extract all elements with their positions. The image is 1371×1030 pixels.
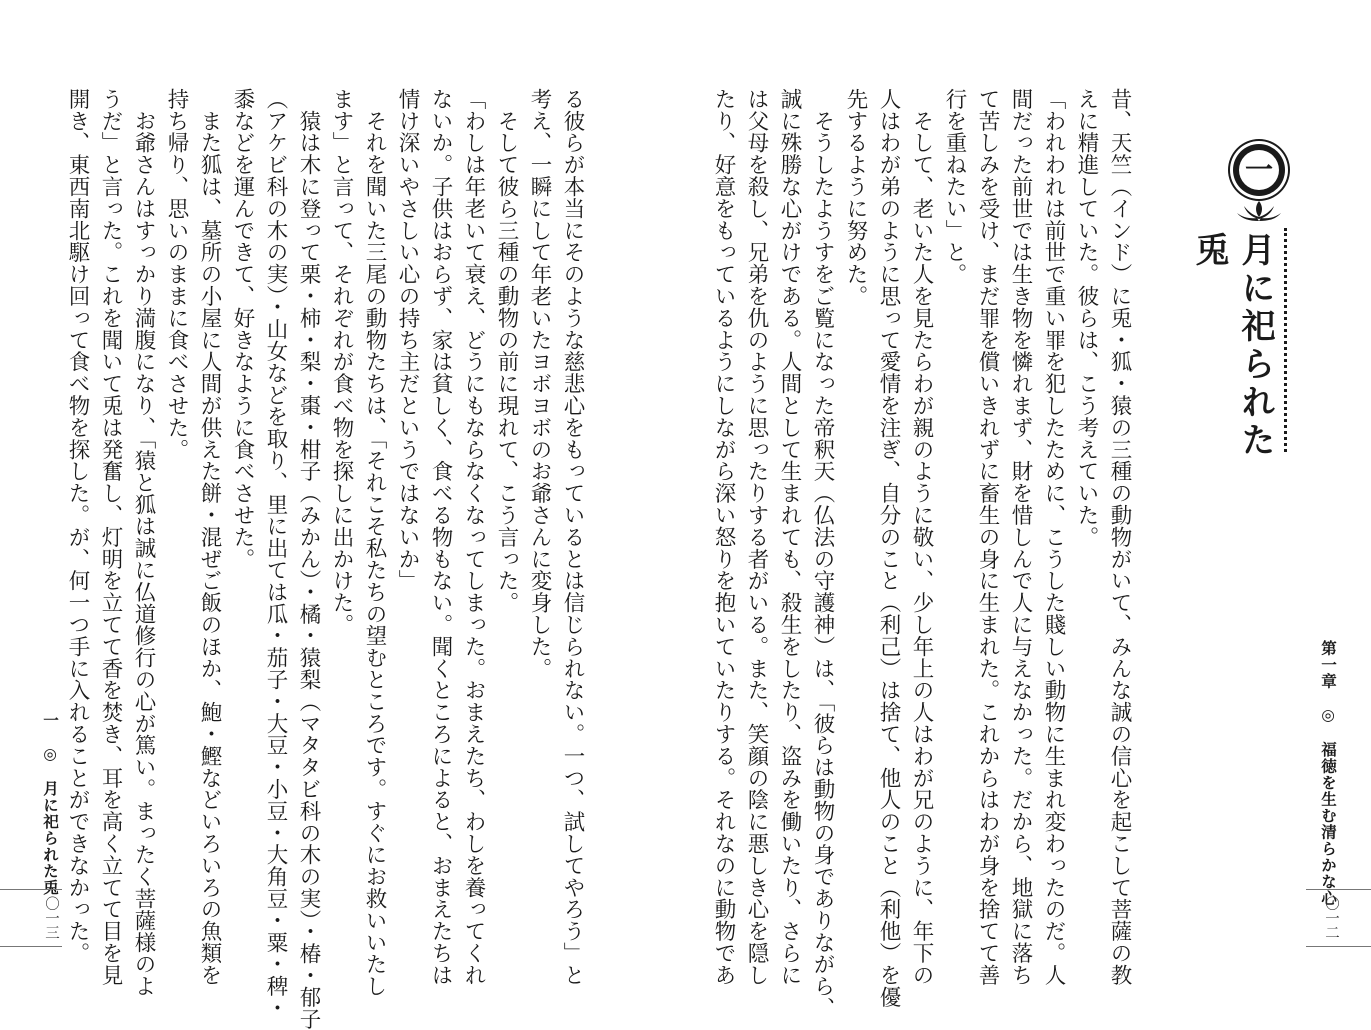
running-head-left: 一 ◎ 月に祀られた兎: [41, 712, 59, 896]
text-column: そして彼ら三種の動物の前に現れて、こう言った。: [494, 88, 519, 614]
text-column: たり、好意をもっているようにしながら深い怒りを抱いていたりする。それなのに動物であ: [711, 88, 736, 986]
text-column: そうしたようすをご覧になった帝釈天（仏法の守護神）は、「彼らは動物の身でありながら、: [810, 88, 835, 1019]
text-column: 誠に殊勝な心がけである。人間として生まれても、殺生をしたり、盗みを働いたり、さらに: [777, 88, 802, 986]
right-page: [686, 0, 1371, 1019]
text-column: お爺さんはすっかり満腹になり、「猿と狐は誠に仏道修行の心が篤い。まったく菩薩様のよ: [131, 88, 156, 998]
text-column: また狐は、墓所の小屋に人間が供えた餅・混ぜご飯のほか、鮑・鰹などいろいろの魚類を: [197, 88, 222, 986]
text-column: 考え、一瞬にして年老いたヨボヨボのお爺さんに変身した。: [527, 88, 552, 680]
folio-rule: [0, 889, 62, 890]
left-page: [0, 0, 685, 1030]
text-column: 昔、天竺（インド）に兎・狐・猿の三種の動物がいて、みんな誠の信心を起こして菩薩の教: [1107, 88, 1132, 986]
right-body-text: [711, 88, 1136, 1019]
text-column: 間だった前世では生き物を憐れまず、財を惜しんで人に与えなかった。だから、地獄に落ち: [1008, 88, 1033, 986]
chapter-number-badge: [1233, 144, 1285, 196]
text-column: ないか。子供はおらず、家は貧しく、食べる物もない。聞くところによると、おまえたちは: [428, 88, 453, 986]
text-column: 開き、東西南北駆け回って食べ物を探した。が、何一つ手に入れることができなかった。: [65, 88, 90, 964]
text-column: 黍などを運んできて、好きなように食べさせた。: [230, 88, 255, 570]
text-column: 先するように努めた。: [843, 88, 868, 307]
running-head-right: 第一章 ◎ 福徳を生む清らかな心: [1319, 640, 1337, 907]
chapter-number: 一: [1239, 150, 1279, 190]
chapter-title: 月に祀られた兎: [1189, 232, 1275, 460]
text-column: うだ」と言った。これを聞いて兎は発奮し、灯明を立てて香を焚き、耳を高く立てて目を見: [98, 88, 123, 986]
folio-rule: [1306, 946, 1371, 947]
text-column: えに精進していた。彼らは、こう考えていた。: [1074, 88, 1099, 548]
text-column: 人はわが弟のように思って愛情を注ぎ、自分のこと（利己）は捨て、他人のこと（利他）を優: [876, 88, 901, 1008]
page-number-left: 〇一三: [43, 896, 59, 940]
text-column: ます」と言って、それぞれが食べ物を探しに出かけた。: [329, 88, 354, 636]
text-column: 猿は木に登って栗・柿・梨・棗・柑子（みかん）・橘・猿梨（マタタビ科の木の実）・椿・郁子: [296, 88, 321, 1030]
text-column: 持ち帰り、思いのままに食べさせた。: [164, 88, 189, 461]
text-column: それを聞いた三尾の動物たちは、「それこそ私たちの望むところです。すぐにお救いいたし: [362, 88, 387, 998]
text-column: そして、老いた人を見たらわが親のように敬い、少し年上の人はわが兄のように、年下の: [909, 88, 934, 986]
text-column: 「われわれは前世で重い罪を犯したために、こうした賤しい動物に生まれ変わったのだ。人: [1041, 88, 1066, 986]
text-column: 行を重ねたい」と。: [942, 88, 967, 286]
text-column: て苦しみを受け、まだ罪を償いきれずに畜生の身に生まれた。これからはわが身を捨てて善: [975, 88, 1000, 986]
folio-rule: [0, 946, 62, 947]
lotus-icon: [1235, 200, 1283, 222]
folio-rule: [1306, 889, 1371, 890]
chapter-heading: [1189, 136, 1298, 466]
left-body-text: [65, 88, 589, 1030]
text-column: （アケビ科の木の実）・山女などを取り、里に出ては瓜・茄子・大豆・小豆・大角豆・粟・稗・: [263, 88, 288, 1019]
page-number-right: 〇一二: [1323, 896, 1339, 940]
text-column: 情け深いやさしい心の持ち主だというではないか」: [395, 88, 420, 592]
text-column: る彼らが本当にそのような慈悲心をもっているとは信じられない。一つ、試してやろう」と: [560, 88, 585, 986]
title-dotted-rule: [1284, 228, 1287, 452]
text-column: は父母を殺し、兄弟を仇のように思ったりする者がいる。また、笑顔の陰に悪しき心を隠し: [744, 88, 769, 986]
text-column: 「わしは年老いて衰え、どうにもならなくなってしまった。おまえたち、わしを養ってくれ: [461, 88, 486, 986]
